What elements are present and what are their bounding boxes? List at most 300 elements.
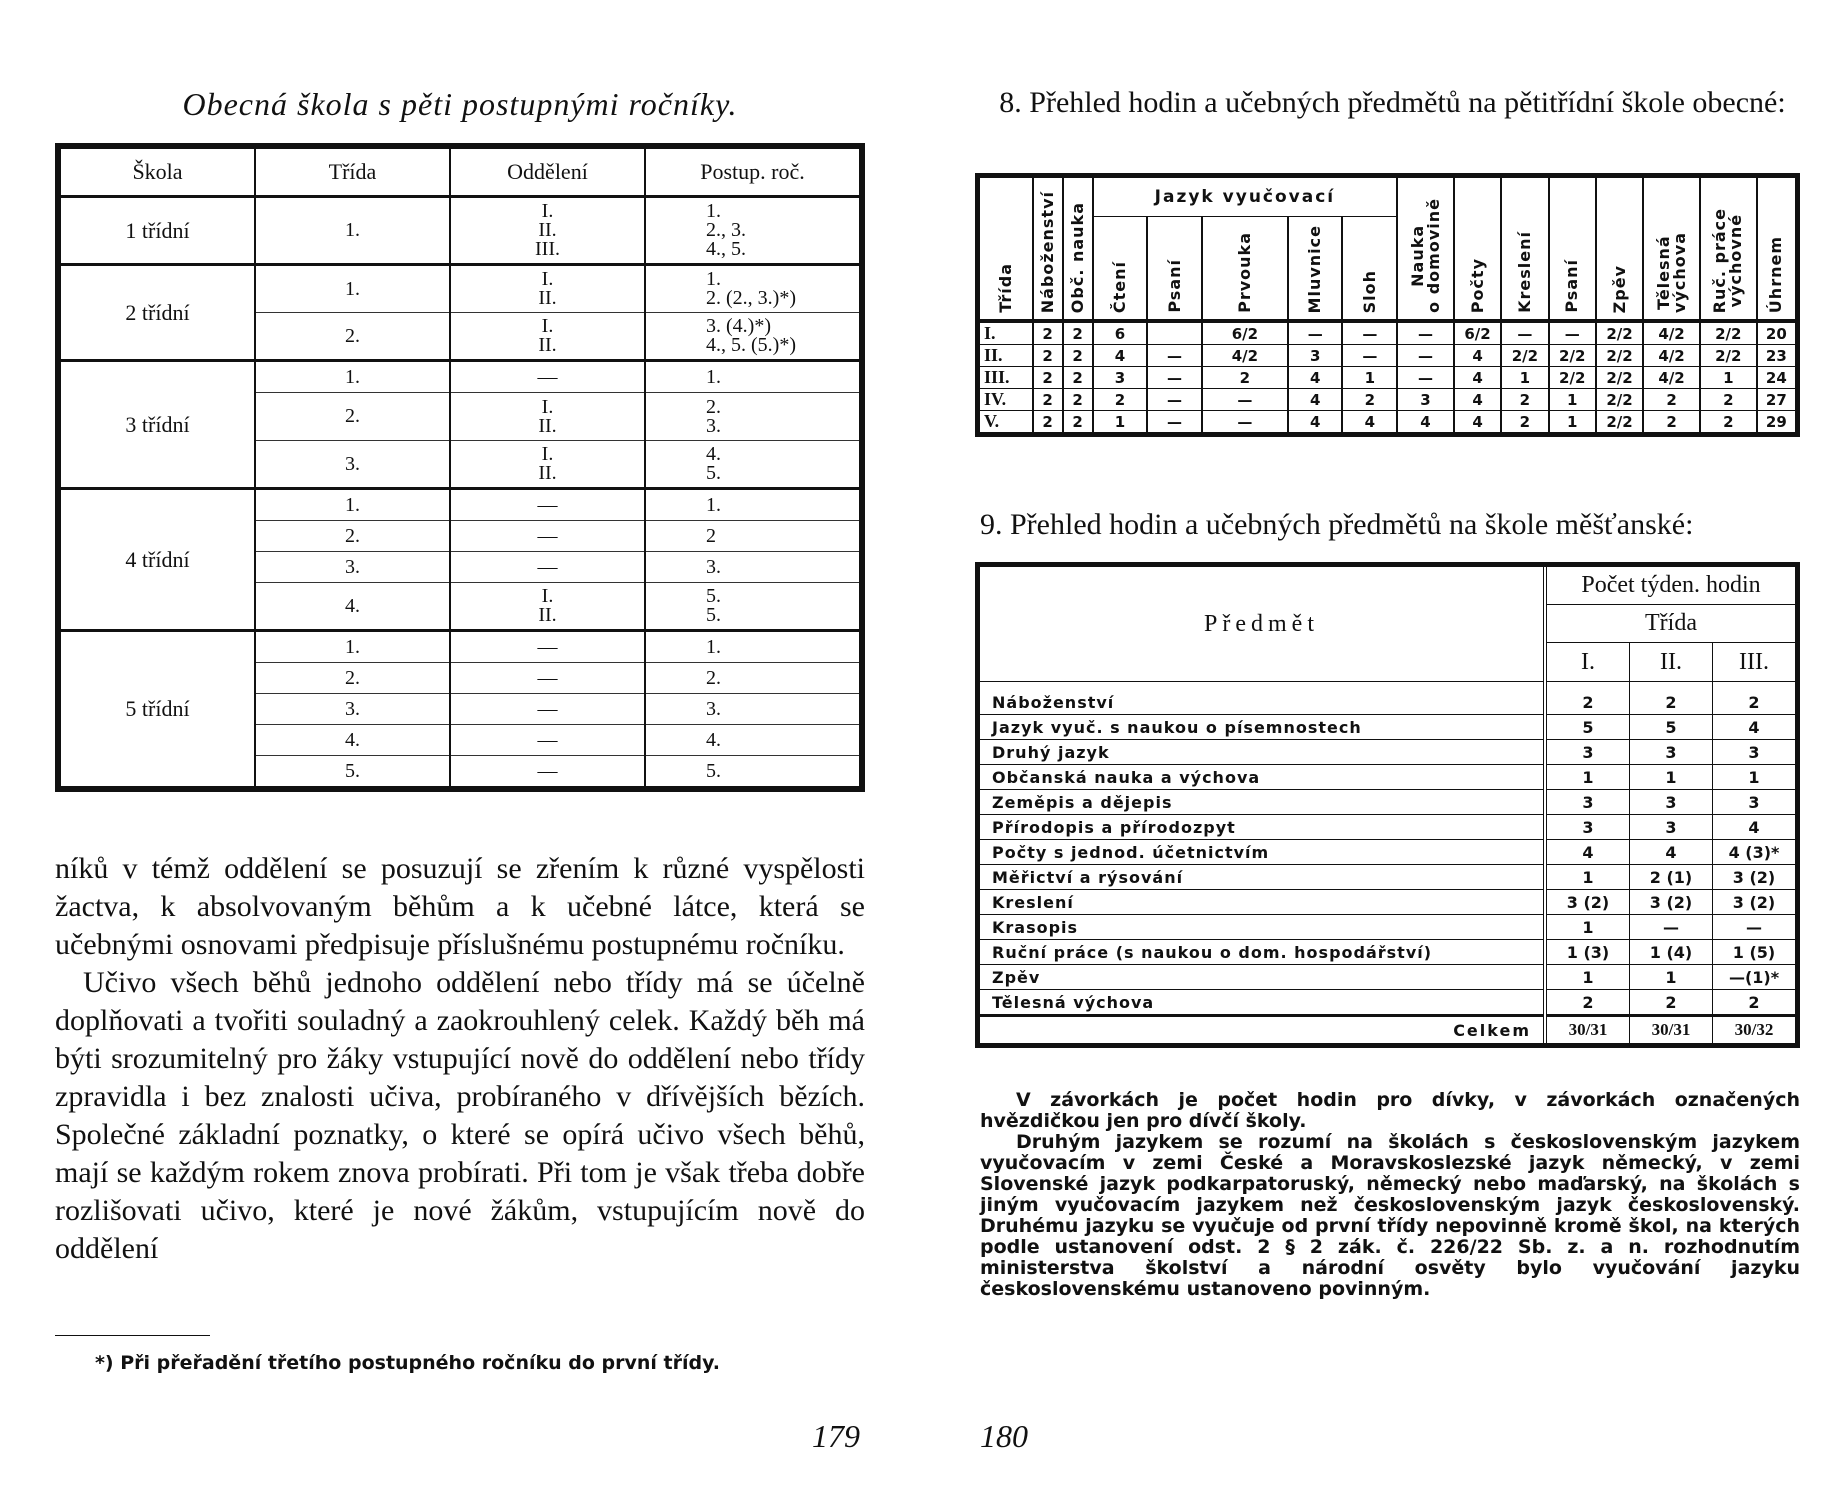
total-cell: 30/31 — [1545, 1016, 1630, 1046]
subject-cell: Měřictví a rýsování — [978, 865, 1546, 890]
cell-line: II. — [538, 219, 557, 241]
table-row — [978, 740, 1798, 765]
trida-cell — [255, 313, 450, 361]
table-cell: 2 — [1700, 411, 1757, 435]
column-label: Obč. nauka — [1067, 201, 1087, 313]
cell-line: III. — [535, 238, 560, 260]
table-cell: — — [1397, 321, 1454, 345]
table-cell: 2/2 — [1700, 345, 1757, 367]
trida-cell — [255, 393, 450, 441]
oddeleni-cell — [450, 756, 645, 790]
cell-line: — — [537, 666, 558, 689]
oddeleni-cell — [450, 361, 645, 393]
table-row — [978, 915, 1798, 940]
cell-line: 4. — [706, 443, 721, 465]
table-cell: 1 — [1093, 411, 1148, 435]
column-header — [1288, 217, 1343, 322]
table-cell: 2 — [1033, 411, 1063, 435]
subject-cell: Jazyk vyuč. s naukou o písemnostech — [978, 715, 1546, 740]
hours-cell: 2 — [1630, 990, 1713, 1016]
column-label: Počty — [1467, 257, 1487, 313]
table-cell: 20 — [1757, 321, 1798, 345]
postup-cell — [645, 197, 862, 265]
cell-line: 3. — [345, 697, 360, 720]
cell-line: 2. — [345, 524, 360, 547]
hours-cell: 4 — [1713, 715, 1798, 740]
table-cell: 2 — [1643, 389, 1700, 411]
cell-line: 2. (2., 3.)*) — [706, 287, 796, 309]
cell-line: 1. — [345, 277, 360, 300]
hours-cell: 4 — [1713, 815, 1798, 840]
oddeleni-cell — [450, 694, 645, 725]
postup-cell — [645, 663, 862, 694]
cell-line: I. — [541, 585, 554, 607]
cell-line: 3. — [345, 555, 360, 578]
column-header — [1549, 176, 1596, 322]
cell-line: 1. — [706, 635, 721, 658]
postup-cell — [645, 489, 862, 521]
hours-cell: 3 (2) — [1545, 890, 1630, 915]
cell-line: 1. — [345, 365, 360, 388]
subject-cell: Zpěv — [978, 965, 1546, 990]
oddeleni-cell — [450, 197, 645, 265]
table-cell: 4 — [1342, 411, 1397, 435]
table-cell: 4 — [1288, 411, 1343, 435]
table-row — [978, 367, 1798, 389]
cell-line: 5. — [345, 759, 360, 782]
table-row — [978, 940, 1798, 965]
table-cell: 2 — [1093, 389, 1148, 411]
table-row — [978, 389, 1798, 411]
trida-cell — [255, 521, 450, 552]
cell-line: — — [537, 555, 558, 578]
cell-line: 2. — [345, 666, 360, 689]
footnote-rule — [55, 1335, 210, 1336]
cell-line: I. — [541, 200, 554, 222]
table-cell: 2/2 — [1549, 367, 1596, 389]
oddeleni-cell — [450, 521, 645, 552]
table-cell: 4 — [1397, 411, 1454, 435]
table-cell: 4 — [1093, 345, 1148, 367]
cell-line: I. — [541, 395, 554, 418]
paragraph: Učivo všech běhů jednoho oddělení nebo třídy má se účelně doplňovati a tvořiti souladný a zaokrouhlený celek. Každý běh má býti srozumitelný pro žáky vstupující nově do oddělení nebo třídy zpravidla i bez znalosti učiva, probíraného v dřívějších bězích. Společné základní poznatky, o které se opírá učivo všech běhů, mají se každým rokem znova probírati. Při tom je však třeba dobře rozlišovati učivo, které je nové žákům, vstupujícím nově do oddělení — [55, 966, 865, 1265]
table-cell: — — [1147, 411, 1202, 435]
column-header — [1063, 176, 1093, 322]
subject-cell: Náboženství — [978, 682, 1546, 715]
cell-line: — — [537, 759, 558, 782]
school-cell — [58, 197, 255, 265]
trida-cell — [255, 725, 450, 756]
table-cell: 2/2 — [1700, 321, 1757, 345]
cell-line: I. — [541, 268, 554, 290]
table-cell: 2 — [1033, 389, 1063, 411]
table-cell: — — [1397, 345, 1454, 367]
hours-cell: 1 — [1713, 765, 1798, 790]
cell-line: 2. — [345, 324, 360, 347]
total-cell: 30/31 — [1630, 1016, 1713, 1046]
postup-cell — [645, 756, 862, 790]
hours-cell: 2 — [1713, 682, 1798, 715]
oddeleni-cell — [450, 552, 645, 583]
cell-line: 2. — [345, 405, 360, 427]
page-title: Obecná škola s pěti postupnými ročníky. — [182, 86, 738, 122]
column-label: Sloh — [1359, 269, 1379, 313]
hours-cell: 1 — [1545, 915, 1630, 940]
subject-cell: Tělesná výchova — [978, 990, 1546, 1016]
table-cell: 29 — [1757, 411, 1798, 435]
table-cell: 4/2 — [1643, 367, 1700, 389]
table-row — [978, 682, 1798, 715]
table-row — [978, 790, 1798, 815]
school-cell — [58, 489, 255, 631]
cell-line: 3. — [706, 555, 721, 578]
trida-cell — [255, 552, 450, 583]
cell-line: 3. — [706, 697, 721, 720]
table-row — [58, 361, 862, 393]
cell-line: 1 třídní — [125, 217, 190, 243]
subject-cell: Občanská nauka a výchova — [978, 765, 1546, 790]
cell-line: 1. — [706, 493, 721, 516]
table-cell: 1 — [1501, 367, 1548, 389]
footnote: *) Při přeřadění třetího postupného ročníku do první třídy. — [95, 1352, 720, 1374]
table-cell: 2 — [1033, 321, 1063, 345]
cell-line: — — [537, 493, 558, 516]
oddeleni-cell — [450, 393, 645, 441]
postup-cell — [645, 583, 862, 631]
hours-cell: 3 — [1630, 740, 1713, 765]
trida-cell — [255, 756, 450, 790]
postup-cell — [645, 265, 862, 313]
column-label: Mluvnice — [1305, 224, 1325, 313]
hours-cell: — — [1713, 915, 1798, 940]
column-header — [1596, 176, 1643, 322]
subject-cell: Přírodopis a přírodozpyt — [978, 815, 1546, 840]
cell-line: 3. — [706, 414, 721, 437]
postup-cell — [645, 725, 862, 756]
table-row — [978, 815, 1798, 840]
table-cell: 2 — [1501, 389, 1548, 411]
column-label: Náboženství — [1037, 190, 1057, 313]
table-cell: 2 — [1033, 345, 1063, 367]
hours-cell: 1 (3) — [1545, 940, 1630, 965]
table-row — [58, 197, 862, 265]
subject-cell: Krasopis — [978, 915, 1546, 940]
postup-cell — [645, 361, 862, 393]
postup-cell — [645, 631, 862, 663]
trida-cell — [255, 663, 450, 694]
school-cell — [58, 265, 255, 361]
trida-cell — [255, 489, 450, 521]
oddeleni-cell — [450, 265, 645, 313]
cell-line: 2 — [706, 524, 716, 547]
column-header-predmet: Předmět — [978, 565, 1546, 682]
table-cell: 2/2 — [1596, 411, 1643, 435]
hours-cell: 3 (2) — [1713, 890, 1798, 915]
total-label: Celkem — [978, 1016, 1546, 1046]
cell-line: 5. — [706, 604, 721, 626]
subject-cell: Zeměpis a dějepis — [978, 790, 1546, 815]
oddeleni-cell — [450, 583, 645, 631]
trida-cell — [255, 583, 450, 631]
trida-cell — [255, 265, 450, 313]
subject-cell: Druhý jazyk — [978, 740, 1546, 765]
column-header — [1093, 217, 1148, 322]
hours-cell: 2 — [1630, 682, 1713, 715]
table-cell — [1147, 321, 1202, 345]
column-header — [1643, 176, 1700, 322]
cell-line: 4., 5. — [706, 238, 746, 260]
column-label: Nauka o domovině — [1407, 198, 1443, 313]
table-cell: 2 — [1342, 389, 1397, 411]
row-label: IV. — [978, 389, 1033, 411]
cell-line: 2. — [706, 666, 721, 689]
table-cell: — — [1288, 321, 1343, 345]
column-label: Třída — [995, 263, 1015, 313]
oddeleni-cell — [450, 631, 645, 663]
cell-line: I. — [541, 315, 554, 337]
oddeleni-cell — [450, 725, 645, 756]
column-label: Psaní — [1164, 259, 1184, 313]
hours-cell: 4 — [1630, 840, 1713, 865]
table-cell: — — [1342, 345, 1397, 367]
hours-cell: 3 — [1713, 790, 1798, 815]
table-row — [58, 631, 862, 663]
column-label: Kreslení — [1514, 231, 1534, 313]
table-cell: 6/2 — [1202, 321, 1288, 345]
row-label: V. — [978, 411, 1033, 435]
table-row — [978, 890, 1798, 915]
hours-cell: 2 — [1713, 990, 1798, 1016]
cell-line: 4. — [345, 728, 360, 751]
cell-line: II. — [538, 334, 557, 356]
hours-cell: 5 — [1545, 715, 1630, 740]
table-row — [978, 765, 1798, 790]
hours-cell: 1 (4) — [1630, 940, 1713, 965]
cell-line: 1. — [345, 493, 360, 516]
column-header — [1757, 176, 1798, 322]
postup-cell — [645, 313, 862, 361]
table-cell: 2/2 — [1549, 345, 1596, 367]
hours-cell: 1 — [1545, 965, 1630, 990]
hours-cell: 3 — [1545, 790, 1630, 815]
note: V závorkách je počet hodin pro dívky, v závorkách označených hvězdičkou jen pro dívčí školy. — [980, 1089, 1800, 1132]
hours-cell: 1 (5) — [1713, 940, 1798, 965]
five-class-hours-table — [975, 173, 1800, 437]
hours-cell: 2 — [1545, 682, 1630, 715]
cell-line: I. — [541, 443, 554, 465]
subject-cell: Počty s jednod. účetnictvím — [978, 840, 1546, 865]
hours-cell: 1 — [1545, 765, 1630, 790]
hours-cell: 4 — [1545, 840, 1630, 865]
table-cell: 4 — [1288, 367, 1343, 389]
table-row — [978, 965, 1798, 990]
body-text — [55, 850, 865, 1268]
subject-cell: Kreslení — [978, 890, 1546, 915]
column-header — [1033, 176, 1063, 322]
cell-line: 5 třídní — [125, 696, 190, 721]
table-cell: 2 — [1700, 389, 1757, 411]
page-number: 179 — [812, 1418, 860, 1454]
column-label: Tělesná výchova — [1653, 232, 1689, 313]
column-label: Čtení — [1109, 260, 1129, 313]
cell-line: II. — [538, 462, 557, 484]
column-header-trida: Třída — [1545, 605, 1798, 643]
table-cell: 2 — [1643, 411, 1700, 435]
postup-cell — [645, 393, 862, 441]
table-cell: 4/2 — [1643, 321, 1700, 345]
table-cell: — — [1397, 367, 1454, 389]
table-row — [978, 345, 1798, 367]
table-cell: — — [1147, 345, 1202, 367]
table-cell: 3 — [1288, 345, 1343, 367]
table-cell: 1 — [1549, 411, 1596, 435]
column-label: Zpěv — [1609, 264, 1629, 313]
hours-cell: 2 — [1545, 990, 1630, 1016]
hours-cell: 3 — [1713, 740, 1798, 765]
column-header — [1700, 176, 1757, 322]
table-cell: 24 — [1757, 367, 1798, 389]
table-cell: 3 — [1397, 389, 1454, 411]
hours-cell: 3 — [1630, 790, 1713, 815]
cell-line: 1. — [345, 219, 360, 241]
table-cell: — — [1342, 321, 1397, 345]
table-cell: — — [1549, 321, 1596, 345]
notes — [980, 1090, 1800, 1300]
table-cell: 2/2 — [1596, 345, 1643, 367]
cell-line: 3. (4.)*) — [706, 315, 771, 337]
cell-line: 2., 3. — [706, 219, 746, 241]
hours-cell: 5 — [1630, 715, 1713, 740]
cell-line: — — [537, 697, 558, 720]
hours-cell: —(1)* — [1713, 965, 1798, 990]
table-cell: 3 — [1093, 367, 1148, 389]
column-label: Úhrnem — [1766, 235, 1786, 313]
table-cell: 2 — [1063, 411, 1093, 435]
cell-line: 4., 5. (5.)*) — [706, 334, 796, 356]
table-cell: — — [1147, 389, 1202, 411]
table-cell: 4 — [1454, 411, 1501, 435]
postup-cell — [645, 521, 862, 552]
school-cell — [58, 631, 255, 790]
heading-9: 9. Přehled hodin a učebných předmětů na škole měšťanské: — [980, 508, 1694, 541]
column-header — [1454, 176, 1501, 322]
column-header-class-1: I. — [1545, 643, 1630, 682]
row-label: II. — [978, 345, 1033, 367]
cell-line: 5. — [706, 462, 721, 484]
cell-line: 1. — [706, 200, 721, 222]
right-page — [915, 0, 1830, 1500]
table-cell: 27 — [1757, 389, 1798, 411]
total-row — [978, 1016, 1798, 1046]
hours-cell: 1 — [1630, 965, 1713, 990]
table-cell: 2 — [1033, 367, 1063, 389]
cell-line: — — [537, 728, 558, 751]
table-cell: — — [1501, 321, 1548, 345]
trida-cell — [255, 631, 450, 663]
cell-line: — — [537, 524, 558, 547]
column-header — [978, 176, 1033, 322]
column-header — [1501, 176, 1548, 322]
school-class-table — [55, 143, 865, 792]
cell-line: 2 třídní — [125, 299, 190, 325]
trida-cell — [255, 197, 450, 265]
table-cell: 2 — [1063, 345, 1093, 367]
cell-line: — — [537, 635, 558, 658]
column-label: Psaní — [1562, 259, 1582, 313]
cell-line: II. — [538, 604, 557, 626]
postup-cell — [645, 441, 862, 489]
table-cell: 1 — [1700, 367, 1757, 389]
header-row — [978, 176, 1798, 217]
column-header — [1397, 176, 1454, 322]
hours-cell: 3 — [1545, 740, 1630, 765]
table-row — [978, 321, 1798, 345]
table-cell: 2/2 — [1596, 389, 1643, 411]
column-label: Prvouka — [1234, 232, 1254, 313]
table-cell: 2 — [1063, 367, 1093, 389]
trida-cell — [255, 694, 450, 725]
table-cell: — — [1202, 411, 1288, 435]
table-row — [978, 990, 1798, 1016]
school-cell — [58, 361, 255, 489]
hours-cell: 3 (2) — [1630, 890, 1713, 915]
table-row — [58, 489, 862, 521]
table-cell: 4 — [1454, 345, 1501, 367]
hours-cell: 3 — [1545, 815, 1630, 840]
column-label: Ruč. práce výchovné — [1710, 207, 1746, 313]
table-row — [978, 865, 1798, 890]
row-label: I. — [978, 321, 1033, 345]
oddeleni-cell — [450, 441, 645, 489]
table-row — [58, 265, 862, 313]
column-header — [1147, 217, 1202, 322]
paragraph: níků v témž oddělení se posuzují se zřením k různé vyspělosti žactva, k absolvovaným běhům a k učebné látce, která se učebnými osnovami předpisuje příslušnému postupnému ročníku. — [55, 852, 865, 961]
table-cell: — — [1202, 389, 1288, 411]
cell-line: 3 třídní — [125, 411, 190, 437]
table-cell: 2/2 — [1596, 367, 1643, 389]
postup-cell — [645, 694, 862, 725]
cell-line: — — [537, 365, 558, 388]
postup-cell — [645, 552, 862, 583]
table-cell: 2 — [1063, 389, 1093, 411]
hours-cell: 3 — [1630, 815, 1713, 840]
hours-cell: 4 (3)* — [1713, 840, 1798, 865]
table-row — [978, 411, 1798, 435]
table-cell: 2/2 — [1596, 321, 1643, 345]
note: Druhým jazykem se rozumí na školách s československým jazykem vyučovacím v zemi České a Moravskoslezské jazyk německý, v zemi Slovenské jazyk podkarpatoruský, německý nebo maďarský, na školách s jiným vyučovacím jazykem než československým jazyk československý. Druhému jazyku se vyučuje od první třídy nepovinně kromě škol, na kterých podle ustanovení odst. 2 § 2 zák. č. 226/22 Sb. z. a n. rozhodnutím ministerstva školství a národní osvěty bylo vyučování jazyku československému ustanoveno povinným. — [980, 1131, 1800, 1300]
row-label: III. — [978, 367, 1033, 389]
oddeleni-cell — [450, 663, 645, 694]
table-cell: 4 — [1454, 389, 1501, 411]
cell-line: II. — [538, 414, 557, 437]
column-header-postup: Postup. roč. — [645, 146, 862, 197]
column-header — [1342, 217, 1397, 322]
table-cell: 4 — [1454, 367, 1501, 389]
hours-cell: 2 (1) — [1630, 865, 1713, 890]
trida-cell — [255, 361, 450, 393]
table-cell: 4/2 — [1202, 345, 1288, 367]
hours-cell: 1 — [1630, 765, 1713, 790]
burgher-school-hours-table — [975, 562, 1800, 1048]
hours-cell: 3 (2) — [1713, 865, 1798, 890]
column-header-skola: Škola — [58, 146, 255, 197]
table-row — [978, 840, 1798, 865]
cell-line: 4. — [706, 728, 721, 751]
cell-line: 1. — [706, 365, 721, 388]
subject-cell: Ruční práce (s naukou o dom. hospodářství) — [978, 940, 1546, 965]
cell-line: 5. — [706, 585, 721, 607]
cell-line: II. — [538, 287, 557, 309]
